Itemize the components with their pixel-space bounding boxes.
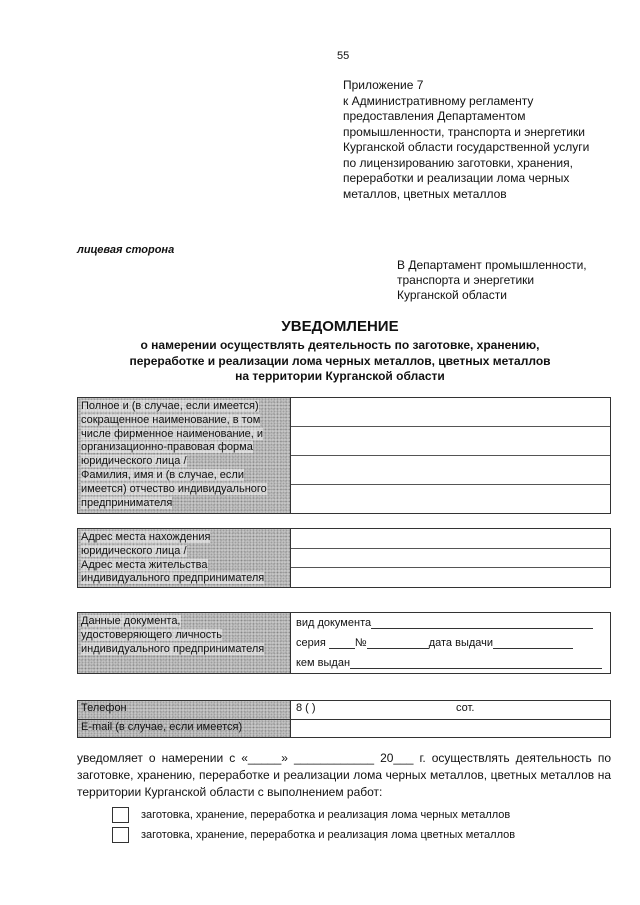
nonferrous-checkbox[interactable] (112, 827, 129, 843)
address-input-line[interactable] (291, 549, 610, 569)
appendix-line: предоставления Департаментом (343, 109, 526, 123)
phone-field[interactable] (291, 701, 610, 719)
address-label-line: индивидуального предпринимателя (81, 572, 265, 585)
name-input-line[interactable] (291, 427, 610, 456)
name-input-line[interactable] (291, 456, 610, 485)
address-label (78, 529, 291, 587)
issued-by-field[interactable] (350, 658, 602, 669)
appendix-line: к Административному регламенту (343, 93, 534, 108)
id-document-label (78, 613, 291, 673)
name-label-line: юридического лица / (81, 455, 187, 468)
phone-value: 8 ( ) (296, 702, 316, 714)
id-doc-label-line: индивидуального предпринимателя (81, 642, 265, 655)
appendix-header (343, 78, 633, 202)
phone-row (78, 701, 610, 719)
issue-date-label: дата выдачи (428, 637, 494, 649)
subtitle-line: на территории Курганской области (235, 369, 445, 383)
series-field[interactable] (329, 638, 355, 649)
address-label-line: Адрес места жительства (81, 558, 208, 571)
issue-date-field[interactable] (493, 638, 573, 649)
id-doc-label-line: Данные документа, (81, 615, 181, 627)
mobile-label: сот. (456, 702, 475, 714)
option-row-nonferrous[interactable] (112, 827, 515, 843)
address-input-line[interactable] (291, 568, 610, 587)
appendix-line: по лицензированию заготовки, хранения, (343, 155, 573, 170)
series-label: серия (296, 637, 326, 649)
name-input-area[interactable] (291, 398, 610, 513)
addressee-line: транспорта и энергетики (397, 273, 535, 287)
number-label: № (354, 637, 367, 649)
addressee-line: В Департамент промышленности, (397, 258, 587, 272)
ferrous-option-label: заготовка, хранение, переработка и реализация лома черных металлов (141, 809, 511, 821)
name-label-line: организационно-правовая форма (81, 441, 253, 454)
doc-type-row[interactable] (296, 617, 606, 629)
doc-type-label: вид документа (296, 617, 372, 629)
email-label: E-mail (в случае, если имеется) (78, 720, 291, 738)
doc-type-field[interactable] (371, 618, 593, 629)
name-label-line: имеется) отчество индивидуального (81, 482, 267, 495)
address-label-line: юридического лица / (81, 544, 187, 557)
series-row[interactable] (296, 637, 606, 649)
phone-label: Телефон (78, 701, 291, 719)
appendix-line: металлов, цветных металлов (343, 186, 507, 201)
name-input-line[interactable] (291, 398, 610, 427)
document-title: УВЕДОМЛЕНИЕ (281, 318, 399, 335)
name-label-line: сокращенное наименование, в том (81, 413, 261, 426)
nonferrous-option-label: заготовка, хранение, переработка и реализация лома цветных металлов (141, 829, 516, 841)
name-label-line: Фамилия, имя и (в случае, если (81, 468, 244, 481)
issued-by-label: кем выдан (296, 657, 351, 669)
document-subtitle (70, 338, 610, 385)
name-label-line: предпринимателя (81, 496, 173, 509)
name-label-line: числе фирменное наименование, и (81, 427, 264, 440)
appendix-title: Приложение 7 (343, 78, 424, 92)
appendix-line: Курганской области государственной услуги (343, 140, 590, 154)
appendix-line: переработки и реализации лома черных (343, 171, 570, 185)
addressee (397, 258, 632, 303)
id-doc-label-line: удостоверяющего личность (81, 628, 222, 641)
option-row-ferrous[interactable] (112, 807, 510, 823)
address-input-line[interactable] (291, 529, 610, 549)
name-block (77, 397, 611, 514)
subtitle-line: о намерении осуществлять деятельность по заготовке, хранению, (140, 338, 540, 352)
email-row (78, 719, 610, 738)
address-block (77, 528, 611, 588)
face-side-label: лицевая сторона (77, 244, 175, 256)
appendix-line: промышленности, транспорта и энергетики (343, 124, 585, 139)
number-field[interactable] (367, 638, 429, 649)
email-field[interactable] (291, 720, 610, 738)
name-input-line[interactable] (291, 485, 610, 513)
notice-text: уведомляет о намерении с «_____» ____________ 20___ г. осуществлять деятельность по заготовке, хранению, переработке и реализации лома черных металлов, цветных металлов на территории Курганской области с выполнением работ: (77, 751, 611, 799)
name-label-line: Полное и (в случае, если имеется) (81, 400, 259, 412)
subtitle-line: переработке и реализации лома черных металлов, цветных металлов (129, 353, 551, 368)
ferrous-checkbox[interactable] (112, 807, 129, 823)
issued-by-row[interactable] (296, 657, 606, 669)
id-document-block (77, 612, 611, 674)
name-label (78, 398, 291, 513)
address-label-line: Адрес места нахождения (81, 531, 211, 543)
contact-block (77, 700, 611, 738)
addressee-line: Курганской области (397, 288, 507, 302)
page-number: 55 (337, 50, 350, 62)
address-input-area[interactable] (291, 529, 610, 587)
id-document-fields (291, 613, 610, 673)
